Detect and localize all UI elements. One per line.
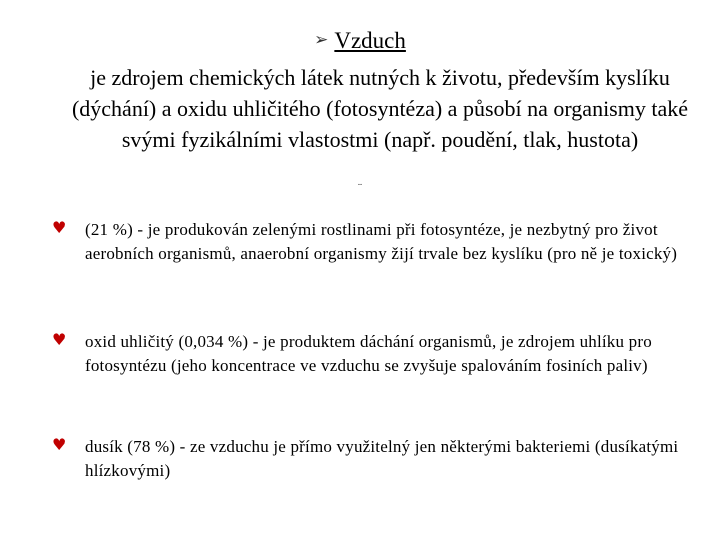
divider-mark: ¨ xyxy=(358,180,362,194)
page-title: Vzduch xyxy=(334,28,406,53)
list-item-text: (21 %) - je produkován zelenými rostlinami při fotosyntéze, je nezbytný pro život aerobních organismů, anaerobní organismy žijí trvale bez kyslíku (pro ně je toxický) xyxy=(85,220,678,263)
heart-icon: ♥ xyxy=(52,330,67,349)
intro-paragraph: je zdrojem chemických látek nutných k životu, především kyslíku (dýchání) a oxidu uhličitého (fotosyntéza) a působí na organismy také svými fyzikálními vlastostmi (např. poudění, tlak, hustota) xyxy=(71,65,689,152)
heading-row xyxy=(0,28,720,54)
heart-icon: ♥ xyxy=(52,218,67,237)
list-item-text: dusík (78 %) - ze vzduchu je přímo využitelný jen některými bakteriemi (dusíkatými hlízkovými) xyxy=(85,437,679,480)
list-item-text: oxid uhličitý (0,034 %) - je produktem dáchání organismů, je zdrojem uhlíku pro fotosyntézu (jeho koncentrace ve vzduchu se zvyšuje spalováním fosiních paliv) xyxy=(85,332,652,375)
arrow-bullet-icon: ➢ xyxy=(314,30,329,50)
heart-icon: ♥ xyxy=(52,435,67,454)
